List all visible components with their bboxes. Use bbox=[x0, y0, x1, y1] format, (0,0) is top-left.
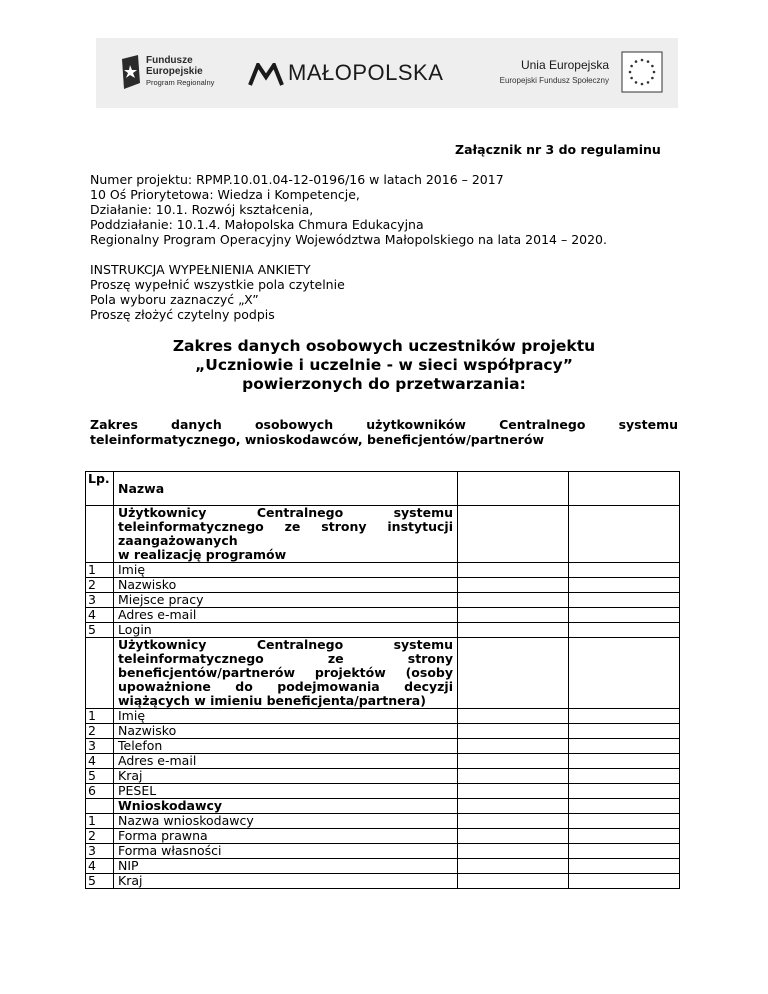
empty-cell bbox=[458, 799, 569, 814]
eu-star bbox=[630, 77, 633, 80]
action: Działanie: 10.1. Rozwój kształcenia, bbox=[90, 202, 314, 217]
table-row bbox=[86, 874, 680, 889]
empty-cell bbox=[458, 724, 569, 739]
section-3-rows bbox=[86, 814, 680, 889]
row-name: Nazwisko bbox=[114, 578, 458, 593]
section-header-row bbox=[86, 799, 680, 814]
empty-cell bbox=[458, 608, 569, 623]
row-number: 4 bbox=[86, 754, 114, 769]
row-number: 1 bbox=[86, 814, 114, 829]
row-name: Telefon bbox=[114, 739, 458, 754]
empty-cell bbox=[458, 623, 569, 638]
table-row bbox=[86, 608, 680, 623]
table-row bbox=[86, 593, 680, 608]
section-2-line-2: teleinformatycznego ze strony bbox=[118, 651, 453, 666]
empty-cell bbox=[569, 472, 680, 506]
section-1-line-1: Użytkownicy Centralnego systemu bbox=[118, 505, 453, 520]
title-line-3: powierzonych do przetwarzania: bbox=[242, 375, 526, 393]
eu-star bbox=[647, 81, 650, 84]
malopolska-name: MAŁOPOLSKA bbox=[288, 60, 444, 85]
table-header-row bbox=[86, 472, 680, 506]
empty-cell bbox=[569, 608, 680, 623]
empty-cell bbox=[458, 814, 569, 829]
row-number: 3 bbox=[86, 844, 114, 859]
section-1-header bbox=[114, 506, 458, 563]
eu-star bbox=[635, 81, 638, 84]
row-number: 2 bbox=[86, 578, 114, 593]
empty-cell bbox=[458, 506, 569, 563]
fe-line2: Europejskie bbox=[146, 66, 203, 77]
subtitle-line-1: Zakres danych osobowych użytkowników Centralnego systemu bbox=[90, 417, 678, 432]
empty-cell bbox=[458, 563, 569, 578]
table-row bbox=[86, 814, 680, 829]
table-row bbox=[86, 739, 680, 754]
eu-star bbox=[651, 65, 654, 68]
section-header-row bbox=[86, 506, 680, 563]
header-lp: Lp. bbox=[86, 472, 114, 506]
empty-cell bbox=[569, 709, 680, 724]
row-number: 4 bbox=[86, 859, 114, 874]
row-name: Kraj bbox=[114, 874, 458, 889]
section-1-rows bbox=[86, 563, 680, 638]
eu-title: Unia Europejska bbox=[520, 58, 609, 72]
empty-cell bbox=[458, 578, 569, 593]
empty-cell bbox=[569, 799, 680, 814]
row-name: NIP bbox=[114, 859, 458, 874]
row-number: 5 bbox=[86, 769, 114, 784]
table-row bbox=[86, 623, 680, 638]
empty-cell bbox=[86, 638, 114, 709]
section-2-header bbox=[114, 638, 458, 709]
empty-cell bbox=[458, 859, 569, 874]
eu-star bbox=[651, 77, 654, 80]
row-number: 5 bbox=[86, 874, 114, 889]
instruction-title: INSTRUKCJA WYPEŁNIENIA ANKIETY bbox=[90, 262, 311, 277]
fe-line1: Fundusze bbox=[146, 55, 193, 66]
table-row bbox=[86, 709, 680, 724]
eu-star bbox=[641, 83, 644, 86]
empty-cell bbox=[569, 724, 680, 739]
table-row bbox=[86, 769, 680, 784]
empty-cell bbox=[569, 844, 680, 859]
row-number: 1 bbox=[86, 709, 114, 724]
empty-cell bbox=[569, 578, 680, 593]
empty-cell bbox=[569, 563, 680, 578]
subtitle-line-2: teleinformatycznego, wnioskodawców, beneficjentów/partnerów bbox=[90, 432, 544, 447]
empty-cell bbox=[569, 814, 680, 829]
instruction-1: Proszę wypełnić wszystkie pola czytelnie bbox=[90, 277, 345, 292]
empty-cell bbox=[458, 593, 569, 608]
table-row bbox=[86, 859, 680, 874]
section-header-row bbox=[86, 638, 680, 709]
header-name: Nazwa bbox=[114, 472, 458, 506]
row-number: 5 bbox=[86, 623, 114, 638]
table-row bbox=[86, 724, 680, 739]
section-3-header: Wnioskodawcy bbox=[114, 799, 458, 814]
priority-axis: 10 Oś Priorytetowa: Wiedza i Kompetencje, bbox=[90, 187, 360, 202]
annex-label: Załącznik nr 3 do regulaminu bbox=[455, 142, 661, 157]
section-2-line-1: Użytkownicy Centralnego systemu bbox=[118, 637, 453, 652]
empty-cell bbox=[458, 709, 569, 724]
empty-cell bbox=[458, 784, 569, 799]
personal-data-table bbox=[85, 471, 680, 889]
section-1-line-2: teleinformatycznego ze strony instytucji bbox=[118, 519, 453, 534]
empty-cell bbox=[569, 859, 680, 874]
program-name: Regionalny Program Operacyjny Województwa Małopolskiego na lata 2014 – 2020. bbox=[90, 232, 607, 247]
project-number: Numer projektu: RPMP.10.01.04-12-0196/16 w latach 2016 – 2017 bbox=[90, 172, 504, 187]
empty-cell bbox=[458, 829, 569, 844]
row-name: Forma własności bbox=[114, 844, 458, 859]
empty-cell bbox=[458, 638, 569, 709]
logo-bar bbox=[96, 38, 678, 108]
row-name: Imię bbox=[114, 563, 458, 578]
empty-cell bbox=[569, 754, 680, 769]
section-1-line-3: zaangażowanych bbox=[118, 533, 238, 548]
section-2-line-3: beneficjentów/partnerów projektów (osoby bbox=[118, 665, 453, 680]
table-row bbox=[86, 829, 680, 844]
fe-star-icon bbox=[118, 53, 144, 91]
empty-cell bbox=[569, 593, 680, 608]
row-number: 2 bbox=[86, 829, 114, 844]
empty-cell bbox=[458, 844, 569, 859]
row-number: 2 bbox=[86, 724, 114, 739]
instruction-3: Proszę złożyć czytelny podpis bbox=[90, 307, 275, 322]
eu-star bbox=[630, 65, 633, 68]
eu-star bbox=[647, 60, 650, 63]
row-name: Nazwa wnioskodawcy bbox=[114, 814, 458, 829]
empty-cell bbox=[86, 799, 114, 814]
eu-subtitle: Europejski Fundusz Społeczny bbox=[499, 76, 609, 85]
row-name: Imię bbox=[114, 709, 458, 724]
table-row bbox=[86, 844, 680, 859]
table-row bbox=[86, 754, 680, 769]
instruction-2: Pola wyboru zaznaczyć „X” bbox=[90, 292, 259, 307]
section-1-line-4: w realizację programów bbox=[118, 547, 287, 562]
eu-star bbox=[629, 71, 632, 74]
eu-star bbox=[635, 60, 638, 63]
eu-text bbox=[491, 57, 609, 89]
empty-cell bbox=[569, 769, 680, 784]
row-name: Adres e-mail bbox=[114, 608, 458, 623]
row-number: 4 bbox=[86, 608, 114, 623]
row-name: PESEL bbox=[114, 784, 458, 799]
empty-cell bbox=[569, 638, 680, 709]
row-name: Forma prawna bbox=[114, 829, 458, 844]
section-2-rows bbox=[86, 709, 680, 799]
row-number: 3 bbox=[86, 593, 114, 608]
empty-cell bbox=[458, 769, 569, 784]
row-number: 3 bbox=[86, 739, 114, 754]
eu-star bbox=[653, 71, 656, 74]
section-2-line-4: upoważnione do podejmowania decyzji bbox=[118, 679, 453, 694]
table-row bbox=[86, 578, 680, 593]
empty-cell bbox=[458, 472, 569, 506]
row-name: Adres e-mail bbox=[114, 754, 458, 769]
eu-flag-icon bbox=[621, 51, 663, 93]
table-row bbox=[86, 563, 680, 578]
empty-cell bbox=[569, 784, 680, 799]
empty-cell bbox=[569, 829, 680, 844]
table-row bbox=[86, 784, 680, 799]
empty-cell bbox=[86, 506, 114, 563]
title-line-2: „Uczniowie i uczelnie - w sieci współpracy” bbox=[195, 356, 573, 374]
sub-action: Poddziałanie: 10.1.4. Małopolska Chmura Edukacyjna bbox=[90, 217, 424, 232]
row-name: Kraj bbox=[114, 769, 458, 784]
row-number: 6 bbox=[86, 784, 114, 799]
row-name: Nazwisko bbox=[114, 724, 458, 739]
section-2-line-5: wiążących w imieniu beneficjenta/partnera) bbox=[118, 693, 426, 708]
empty-cell bbox=[458, 754, 569, 769]
row-number: 1 bbox=[86, 563, 114, 578]
row-name: Miejsce pracy bbox=[114, 593, 458, 608]
empty-cell bbox=[569, 739, 680, 754]
empty-cell bbox=[458, 874, 569, 889]
fe-line3: Program Regionalny bbox=[146, 78, 215, 87]
empty-cell bbox=[569, 623, 680, 638]
empty-cell bbox=[458, 739, 569, 754]
title-line-1: Zakres danych osobowych uczestników projektu bbox=[172, 337, 596, 355]
empty-cell bbox=[569, 506, 680, 563]
empty-cell bbox=[569, 874, 680, 889]
row-name: Login bbox=[114, 623, 458, 638]
malopolska-m-icon bbox=[248, 63, 284, 87]
eu-star bbox=[641, 59, 644, 62]
